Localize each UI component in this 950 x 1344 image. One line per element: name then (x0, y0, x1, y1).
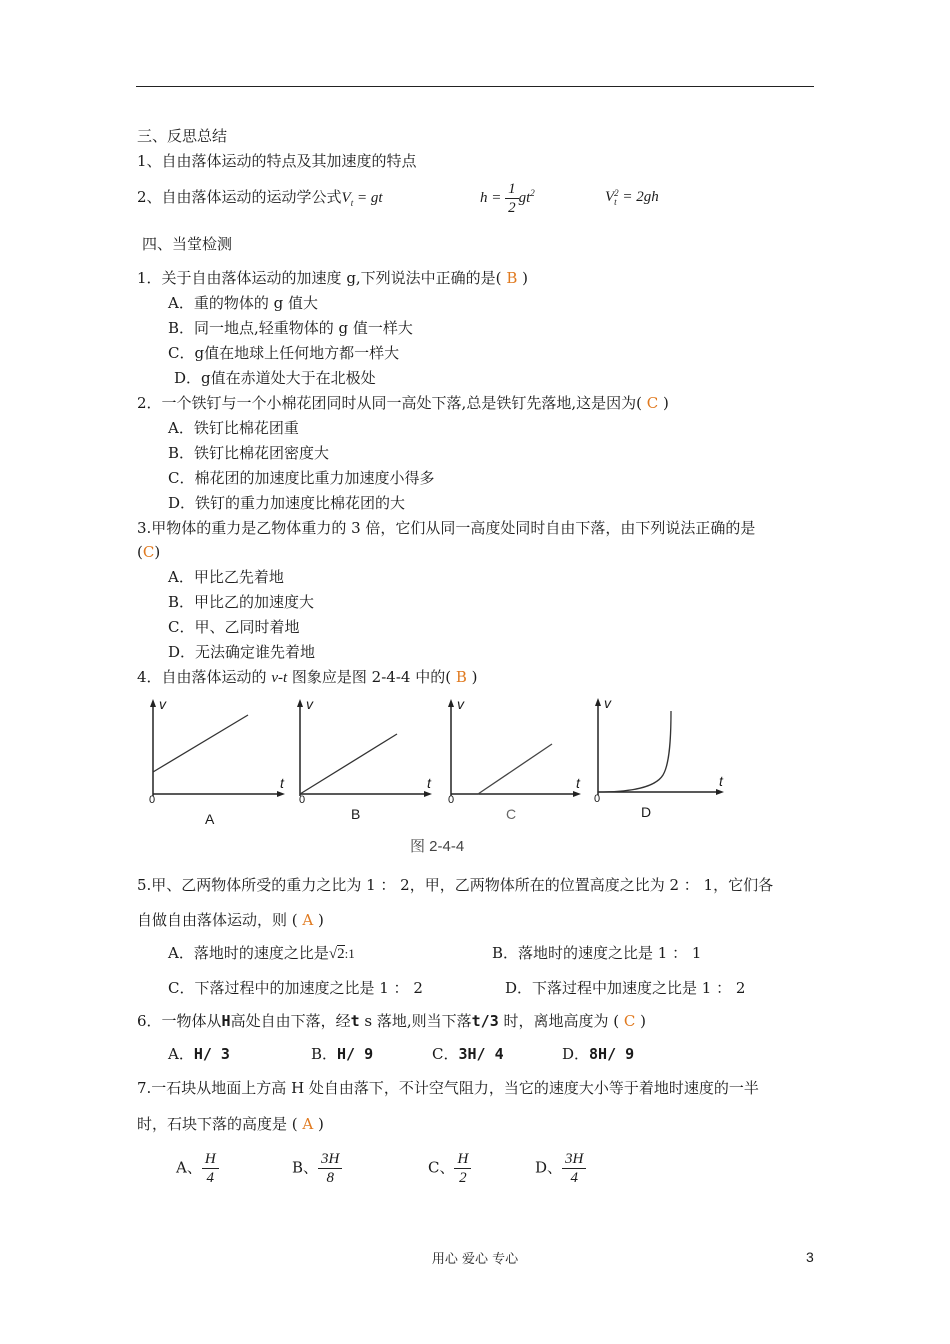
q7-stem-line1: 7.一石块从地面上方高 H 处自由落下，不计空气阻力，当它的速度大小等于着地时速度的一半 (137, 1079, 759, 1097)
q1-option-b: B．同一地点,轻重物体的 g 值一样大 (168, 319, 413, 337)
graph-c-origin: 0 (448, 794, 455, 806)
q1-option-c: C．g值在地球上任何地方都一样大 (168, 344, 400, 362)
q2-close: ) (662, 394, 669, 412)
graph-b (287, 696, 437, 822)
formula2-fraction (505, 180, 519, 217)
q2-option-c: C．棉花团的加速度比重力加速度小得多 (168, 469, 435, 487)
graph-b-svg (287, 696, 437, 806)
graph-b-v-arrow (297, 699, 303, 707)
q3-open: ( (137, 543, 143, 561)
q2-option-a: A．铁钉比棉花团重 (168, 419, 299, 437)
q6-stem-b: 高处自由下落，经 (230, 1012, 351, 1030)
graph-d-v-label: v (604, 695, 611, 711)
formula1-rest: = gt (353, 190, 383, 206)
sqrt-icon: √ (328, 946, 338, 962)
formula-v2 (605, 187, 659, 207)
q6-option-c (432, 1044, 504, 1064)
q4-stem-a: 4．自由落体运动的 (137, 668, 272, 686)
q6-stem-t3: t/3 (471, 1012, 499, 1030)
graph-b-v-label: v (306, 696, 313, 712)
q7-opt-c-label: C、 (428, 1158, 455, 1177)
q3-option-d: D．无法确定谁先着地 (168, 643, 316, 661)
q7-opt-d-den: 4 (570, 1170, 578, 1186)
q5-opt-a-text: A．落地时的速度之比是 (168, 944, 329, 962)
graph-a (140, 696, 290, 827)
graph-b-label: B (351, 806, 361, 822)
q5-stem-line2-text: 自做自由落体运动，则 ( (137, 911, 298, 929)
graph-c (438, 696, 588, 822)
graph-c-t-arrow (573, 791, 581, 797)
q2-option-b: B．铁钉比棉花团密度大 (168, 444, 330, 462)
section3-heading: 三、反思总结 (137, 127, 228, 145)
q6-close: ) (640, 1012, 646, 1030)
page-number: 3 (806, 1249, 814, 1265)
q7-opt-b-label: B、 (292, 1158, 319, 1177)
graph-a-v-label: v (159, 696, 166, 712)
formula2-rest: gt (518, 189, 531, 206)
formula1-sub: t (350, 198, 354, 208)
q4-close: ) (471, 668, 478, 686)
q6-opt-c-value: 3H/ 4 (458, 1045, 504, 1063)
q6-opt-a-label: A． (168, 1045, 194, 1063)
q7-stem-line2 (137, 1114, 324, 1134)
q7-opt-a-num: H (202, 1150, 219, 1169)
graph-b-t-label: t (427, 775, 431, 791)
graph-a-label: A (205, 811, 215, 827)
q7-opt-c-den: 2 (459, 1170, 467, 1186)
q6-opt-b-label: B． (311, 1045, 338, 1063)
q4-stem-vt: v-t (271, 670, 288, 686)
q4-stem (137, 667, 478, 688)
formula3-v: V (605, 189, 615, 205)
formula-h (480, 180, 535, 216)
q3-option-a: A．甲比乙先着地 (168, 568, 284, 586)
graph-c-label: C (506, 806, 517, 822)
formula2-num: 1 (505, 180, 519, 199)
q6-answer: C (619, 1012, 641, 1030)
q7-option-c (428, 1150, 471, 1190)
graph-d-v-arrow (595, 698, 601, 706)
section4-heading: 四、当堂检测 (142, 235, 233, 253)
q7-opt-a-label: A、 (176, 1158, 202, 1177)
q7-opt-c-num: H (454, 1150, 471, 1169)
graph-a-svg (140, 696, 290, 806)
graph-d (585, 693, 735, 820)
graph-a-origin: 0 (149, 794, 156, 806)
q1-answer: B (501, 269, 523, 287)
q6-stem (137, 1011, 646, 1031)
q6-option-a (168, 1044, 230, 1064)
q7-opt-d-label: D、 (535, 1158, 563, 1177)
graph-c-line (478, 744, 552, 794)
q5-option-b: B．落地时的速度之比是 1 ： 1 (492, 944, 702, 962)
q7-opt-b-frac (318, 1150, 342, 1187)
q5-stem-line1: 5.甲、乙两物体所受的重力之比为 1 ： 2，甲，乙两物体所在的位置高度之比为 2 ： 1，它们各 (137, 876, 774, 894)
q5-opt-a-radicand: 2 (337, 946, 345, 962)
q5-option-d: D．下落过程中加速度之比是 1 ： 2 (505, 979, 746, 997)
page-footer: 用心 爱心 专心 (431, 1252, 519, 1267)
formula1-v: V (341, 190, 351, 206)
q1-stem (137, 268, 528, 288)
q6-opt-b-value: H/ 9 (337, 1045, 374, 1063)
q7-opt-d-frac (562, 1150, 586, 1187)
q7-opt-c-frac (454, 1150, 471, 1187)
formula3-sup: 2 (614, 187, 619, 198)
graph-a-t-arrow (277, 791, 285, 797)
q7-stem-line2-text: 时，石块下落的高度是 ( (137, 1115, 298, 1133)
graph-d-t-label: t (719, 773, 723, 789)
q1-close: ) (522, 269, 528, 287)
q6-stem-a: 6．一物体从 (137, 1012, 222, 1030)
q7-close: ) (318, 1115, 324, 1133)
q5-option-c: C．下落过程中的加速度之比是 1 ： 2 (168, 979, 423, 997)
graph-d-origin: 0 (594, 793, 601, 805)
graph-b-origin: 0 (299, 794, 306, 806)
graph-c-svg (438, 696, 588, 806)
q7-answer: A (297, 1115, 318, 1133)
q6-stem-t: t (350, 1012, 360, 1030)
q3-stem: 3.甲物体的重力是乙物体重力的 3 倍，它们从同一高度处同时自由下落，由下列说法正确的是 (137, 519, 756, 537)
q6-stem-h: H (221, 1012, 231, 1030)
graph-a-t-label: t (280, 775, 284, 791)
graph-d-label: D (641, 804, 652, 820)
q5-close: ) (318, 911, 324, 929)
q7-opt-a-frac (202, 1150, 219, 1187)
graph-b-line (300, 734, 397, 794)
graph-b-t-arrow (424, 791, 432, 797)
q3-option-c: C．甲、乙同时着地 (168, 618, 300, 636)
q5-stem-line2 (137, 910, 324, 930)
q6-opt-d-label: D． (562, 1045, 590, 1063)
q2-stem (137, 393, 669, 413)
q7-opt-b-den: 8 (326, 1170, 334, 1186)
q2-option-d: D．铁钉的重力加速度比棉花团的大 (168, 494, 406, 512)
section3-item1: 1、自由落体运动的特点及其加速度的特点 (137, 152, 417, 170)
graph-c-v-arrow (448, 699, 454, 707)
header-rule (136, 86, 814, 87)
q7-opt-a-den: 4 (206, 1170, 215, 1186)
graph-a-v-arrow (150, 699, 156, 707)
q7-opt-d-num: 3H (562, 1150, 586, 1169)
q7-option-b (292, 1150, 342, 1190)
formula2-lhs: h = (480, 189, 502, 206)
section3-item2 (137, 187, 383, 213)
q6-stem-d: 时，离地高度为 ( (498, 1012, 620, 1030)
q3-close: ) (154, 543, 161, 561)
q3-answer: C (142, 543, 155, 561)
formula-v (342, 190, 383, 206)
q7-opt-b-num: 3H (318, 1150, 342, 1169)
q5-option-a (168, 943, 355, 964)
graph-d-t-arrow (716, 789, 724, 795)
formula2-sup: 2 (530, 187, 535, 198)
q7-option-a (176, 1150, 219, 1190)
q6-option-b (311, 1044, 373, 1064)
q4-answer: B (451, 668, 472, 686)
q3-answer-line (137, 542, 160, 562)
q6-opt-d-value: 8H/ 9 (589, 1045, 635, 1063)
q6-stem-c: s 落地,则当下落 (359, 1012, 472, 1030)
graph-d-curve (598, 711, 671, 792)
formula3-sub: t (614, 196, 617, 207)
graph-a-line (153, 715, 248, 772)
q1-stem-text: 1．关于自由落体运动的加速度 g,下列说法中正确的是( (137, 269, 502, 287)
q6-opt-c-label: C． (432, 1045, 459, 1063)
graph-c-t-label: t (576, 775, 580, 791)
formula3-rest: = 2gh (618, 189, 659, 205)
q5-answer: A (297, 911, 318, 929)
formula2-den: 2 (508, 200, 516, 216)
q5-opt-a-tail: :1 (344, 946, 355, 961)
figure-caption: 图 2-4-4 (410, 838, 465, 855)
q6-option-d (562, 1044, 634, 1064)
q1-option-a: A．重的物体的 g 值大 (168, 294, 318, 312)
q7-option-d (535, 1150, 586, 1190)
q1-option-d: D．g值在赤道处大于在北极处 (174, 369, 376, 387)
q2-answer: C (641, 394, 663, 412)
item2-prefix: 2、自由落体运动的运动学公式 (137, 188, 342, 206)
q4-stem-b: 图象应是图 2-4-4 中的( (287, 668, 452, 686)
q6-opt-a-value: H/ 3 (193, 1045, 230, 1063)
q3-option-b: B．甲比乙的加速度大 (168, 593, 315, 611)
graph-c-v-label: v (457, 696, 464, 712)
q2-stem-text: 2．一个铁钉与一个小棉花团同时从同一高处下落,总是铁钉先落地,这是因为( (137, 394, 642, 412)
